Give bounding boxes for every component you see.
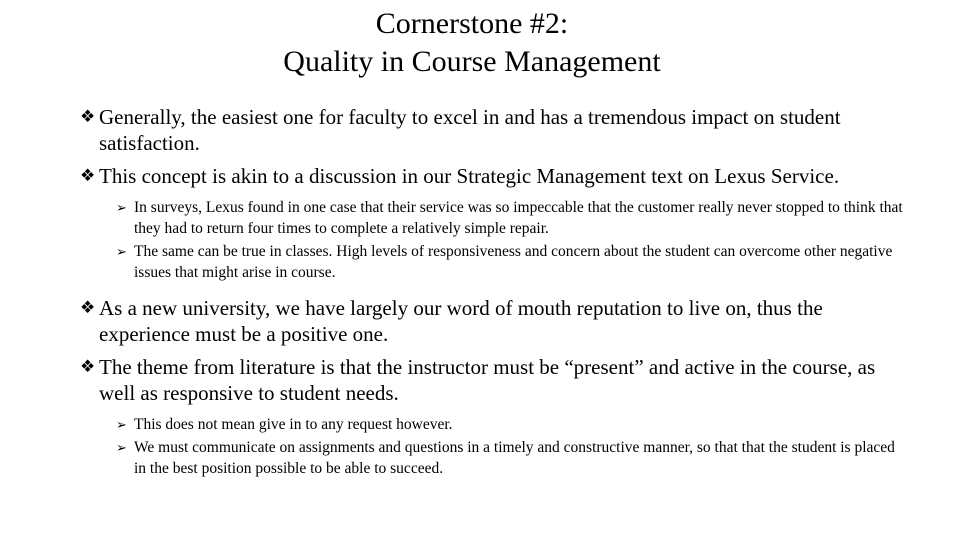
arrow-bullet-icon: ➢ [116,440,127,455]
bullet-text: As a new university, we have largely our word of mouth reputation to live on, thus the experience must be a positive one. [99,296,823,346]
sub-bullet-text: In surveys, Lexus found in one case that their service was so impeccable that the customer really never stopped to think that they had to return four times to complete a relatively simple repair. [134,199,903,237]
sub-bullet-text: We must communicate on assignments and questions in a timely and constructive manner, so that that the student is placed in the best position possible to be able to succeed. [134,439,895,477]
bullet-text: Generally, the easiest one for faculty to excel in and has a tremendous impact on student satisfaction. [99,105,841,155]
arrow-bullet-icon: ➢ [116,244,127,259]
sub-bullet-point [116,197,910,239]
sub-bullet-point [116,414,910,435]
sub-bullet-text: The same can be true in classes. High levels of responsiveness and concern about the student can overcome other negative issues that might arise in course. [134,243,893,281]
slide-title-line-1: Cornerstone #2: [375,7,569,40]
bullet-text: The theme from literature is that the instructor must be “present” and active in the course, as well as responsive to student needs. [99,355,876,405]
slide-body [80,104,910,481]
sub-bullet-point [116,437,910,479]
diamond-bullet-icon: ❖ [80,166,96,185]
arrow-bullet-icon: ➢ [116,417,127,432]
slide-title-line-2: Quality in Course Management [283,45,661,78]
bullet-point [80,354,910,406]
slide-title [0,5,944,81]
sub-bullet-point [116,241,910,283]
sub-bullet-text: This does not mean give in to any request however. [134,416,453,433]
arrow-bullet-icon: ➢ [116,200,127,215]
bullet-point [80,104,910,156]
diamond-bullet-icon: ❖ [80,107,96,126]
bullet-point [80,295,910,347]
diamond-bullet-icon: ❖ [80,298,96,317]
diamond-bullet-icon: ❖ [80,357,96,376]
bullet-text: This concept is akin to a discussion in our Strategic Management text on Lexus Service. [99,164,840,188]
bullet-point [80,163,910,189]
